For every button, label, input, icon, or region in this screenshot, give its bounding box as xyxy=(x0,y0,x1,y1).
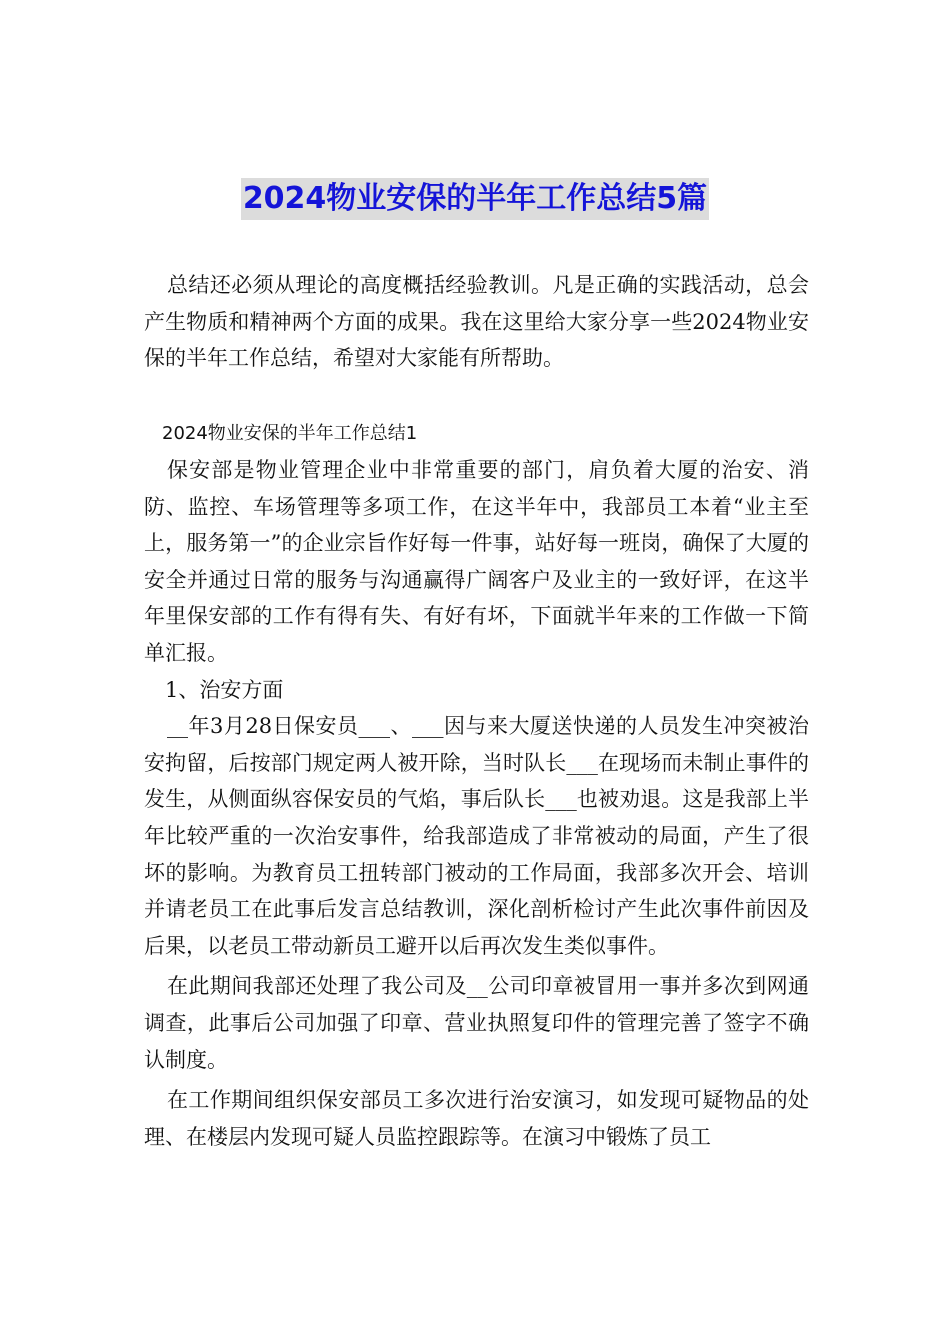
section-1 xyxy=(144,416,809,1155)
section-heading: 2024物业安保的半年工作总结1 xyxy=(162,423,418,444)
paragraph: 保安部是物业管理企业中非常重要的部门，肩负着大厦的治安、消防、监控、车场管理等多项工作，在这半年中，我部员工本着“业主至上，服务第一”的企业宗旨作好每一件事，站好每一班岗，确保了大厦的安全并通过日常的服务与沟通赢得广阔客户及业主的一致好评，在这半年里保安部的工作有得有失、有好有坏，下面就半年来的工作做一下简单汇报。 xyxy=(144,458,809,665)
document-title: 2024物业安保的半年工作总结5篇 xyxy=(241,178,709,220)
paragraph: __年3月28日保安员___、___因与来大厦送快递的人员发生冲突被治安拘留，后按部门规定两人被开除，当时队长___在现场而未制止事件的发生，从侧面纵容保安员的气焰，事后队长___也被劝退。这是我部上半年比较严重的一次治安事件，给我部造成了非常被动的局面，产生了很坏的影响。为教育员工扭转部门被动的工作局面，我部多次开会、培训并请老员工在此事后发言总结教训，深化剖析检讨产生此次事件前因及后果，以老员工带动新员工避开以后再次发生类似事件。 xyxy=(144,714,809,958)
paragraph: 在此期间我部还处理了我公司及__公司印章被冒用一事并多次到网通调查，此事后公司加强了印章、营业执照复印件的管理完善了签字不确认制度。 xyxy=(144,974,809,1072)
item-heading: 1、治安方面 xyxy=(165,677,284,702)
paragraph: 在工作期间组织保安部员工多次进行治安演习，如发现可疑物品的处理、在楼层内发现可疑人员监控跟踪等。在演习中锻炼了员工 xyxy=(144,1088,809,1149)
intro-paragraph: 总结还必须从理论的高度概括经验教训。凡是正确的实践活动，总会产生物质和精神两个方面的成果。我在这里给大家分享一些2024物业安保的半年工作总结，希望对大家能有所帮助。 xyxy=(144,273,809,371)
intro-block xyxy=(144,267,809,377)
title-container xyxy=(0,178,950,220)
